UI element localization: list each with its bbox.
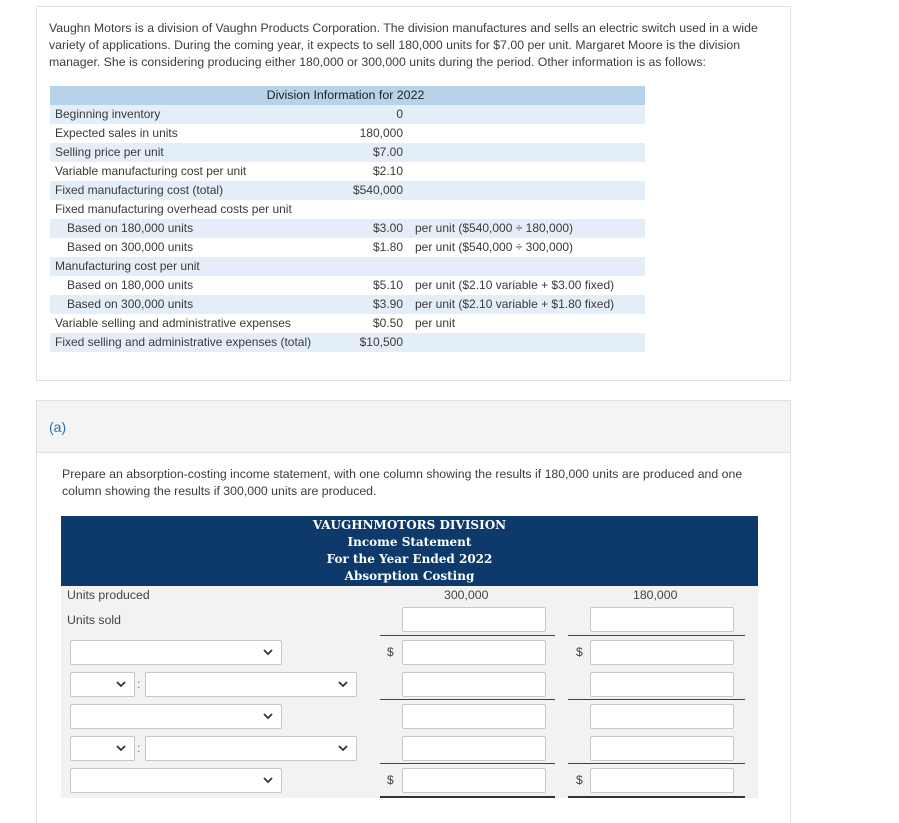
amount-300000-input[interactable] (402, 704, 546, 729)
colon-separator: : (137, 741, 141, 755)
info-row-value: $3.90 (372, 297, 403, 311)
info-row-label: Manufacturing cost per unit (55, 259, 200, 273)
info-row-note: per unit ($2.10 variable + $1.80 fixed) (415, 297, 615, 311)
double-underline (568, 796, 745, 798)
info-row-label: Fixed manufacturing cost (total) (55, 183, 224, 197)
amount-180000-input[interactable] (590, 640, 734, 665)
info-row (50, 219, 645, 238)
info-row-label: Expected sales in units (55, 126, 178, 140)
info-row (50, 124, 645, 143)
info-row-label: Fixed manufacturing overhead costs per unit (55, 202, 292, 216)
info-row-label: Beginning inventory (55, 107, 161, 121)
chevron-down-icon (262, 644, 274, 660)
statement-company: VAUGHNMOTORS DIVISION (312, 518, 507, 532)
account-select[interactable] (70, 704, 282, 729)
account-select[interactable] (145, 736, 357, 761)
amount-180000-input[interactable] (590, 672, 734, 697)
info-row-label: Based on 300,000 units (67, 297, 194, 311)
info-row-value: 180,000 (359, 126, 403, 140)
info-row (50, 314, 645, 333)
total-180000-input[interactable] (590, 768, 734, 793)
info-row-note: per unit ($540,000 ÷ 180,000) (415, 221, 574, 235)
info-table-title: Division Information for 2022 (50, 86, 645, 105)
info-row (50, 295, 645, 314)
underline (568, 763, 745, 764)
info-row-value: $2.10 (372, 164, 403, 178)
units-sold-180000-input[interactable] (590, 607, 734, 632)
underline (380, 763, 555, 764)
units-sold-label: Units sold (67, 613, 121, 627)
info-row-value: $7.00 (372, 145, 403, 159)
part-a-prompt: Prepare an absorption-costing income statement, with one column showing the results if 180,000 units are produced and one column showing the results if 300,000 units are produced. (62, 467, 743, 498)
column-units-300000: 300,000 (444, 588, 489, 602)
info-row (50, 333, 645, 352)
account-select[interactable] (70, 768, 282, 793)
total-300000-input[interactable] (402, 768, 546, 793)
colon-separator: : (137, 677, 141, 691)
underline (380, 635, 555, 636)
dollar-sign: $ (576, 773, 583, 787)
account-select[interactable] (145, 672, 357, 697)
underline (568, 635, 745, 636)
info-row-label: Based on 180,000 units (67, 278, 194, 292)
info-row (50, 181, 645, 200)
operator-select[interactable] (70, 736, 135, 761)
underline (568, 699, 745, 700)
column-units-180000: 180,000 (633, 588, 678, 602)
info-row-value: $1.80 (372, 240, 403, 254)
units-produced-label: Units produced (67, 588, 150, 602)
operator-select[interactable] (70, 672, 135, 697)
amount-300000-input[interactable] (402, 672, 546, 697)
info-row-value: $0.50 (372, 316, 403, 330)
info-row-note: per unit ($540,000 ÷ 300,000) (415, 240, 574, 254)
info-row (50, 105, 645, 124)
chevron-down-icon (337, 676, 349, 692)
dollar-sign: $ (576, 645, 583, 659)
info-row-label: Fixed selling and administrative expenses (total) (55, 335, 312, 349)
amount-180000-input[interactable] (590, 704, 734, 729)
chevron-down-icon (115, 740, 127, 756)
info-row-value: $540,000 (352, 183, 403, 197)
division-info-table (50, 86, 645, 352)
amount-300000-input[interactable] (402, 640, 546, 665)
info-row-value: 0 (396, 107, 403, 121)
info-row-label: Selling price per unit (55, 145, 164, 159)
chevron-down-icon (262, 772, 274, 788)
info-row-value: $5.10 (372, 278, 403, 292)
amount-300000-input[interactable] (402, 736, 546, 761)
info-row (50, 257, 645, 276)
statement-title: Income Statement (347, 535, 472, 549)
dollar-sign: $ (387, 645, 394, 659)
info-row-value: $3.00 (372, 221, 403, 235)
info-row (50, 143, 645, 162)
info-row (50, 162, 645, 181)
info-row-label: Based on 300,000 units (67, 240, 194, 254)
info-row-label: Variable manufacturing cost per unit (55, 164, 247, 178)
info-row-label: Variable selling and administrative expenses (55, 316, 291, 330)
info-row-note: per unit (415, 316, 456, 330)
chevron-down-icon (115, 676, 127, 692)
chevron-down-icon (262, 708, 274, 724)
amount-180000-input[interactable] (590, 736, 734, 761)
info-row-note: per unit ($2.10 variable + $3.00 fixed) (415, 278, 615, 292)
info-row (50, 200, 645, 219)
statement-method: Absorption Costing (344, 569, 475, 583)
part-label: (a) (49, 419, 67, 435)
info-row-label: Based on 180,000 units (67, 221, 194, 235)
statement-header (61, 516, 758, 586)
part-a-header (37, 401, 790, 453)
info-row (50, 276, 645, 295)
underline (380, 699, 555, 700)
info-row-value: $10,500 (359, 335, 403, 349)
units-sold-300000-input[interactable] (402, 607, 546, 632)
account-select[interactable] (70, 640, 282, 665)
info-row (50, 238, 645, 257)
chevron-down-icon (337, 740, 349, 756)
dollar-sign: $ (387, 773, 394, 787)
problem-intro: Vaughn Motors is a division of Vaughn Products Corporation. The division manufactures and sells an electric switch used in a wide variety of applications. During the coming year, it expects to sell 180,000 units for $7.00 per unit. Margaret Moore is the division manager. She is considering producing either 180,000 or 300,000 units during the period. Other information is as follows: (49, 21, 758, 69)
double-underline (380, 796, 555, 798)
statement-period: For the Year Ended 2022 (326, 552, 493, 566)
